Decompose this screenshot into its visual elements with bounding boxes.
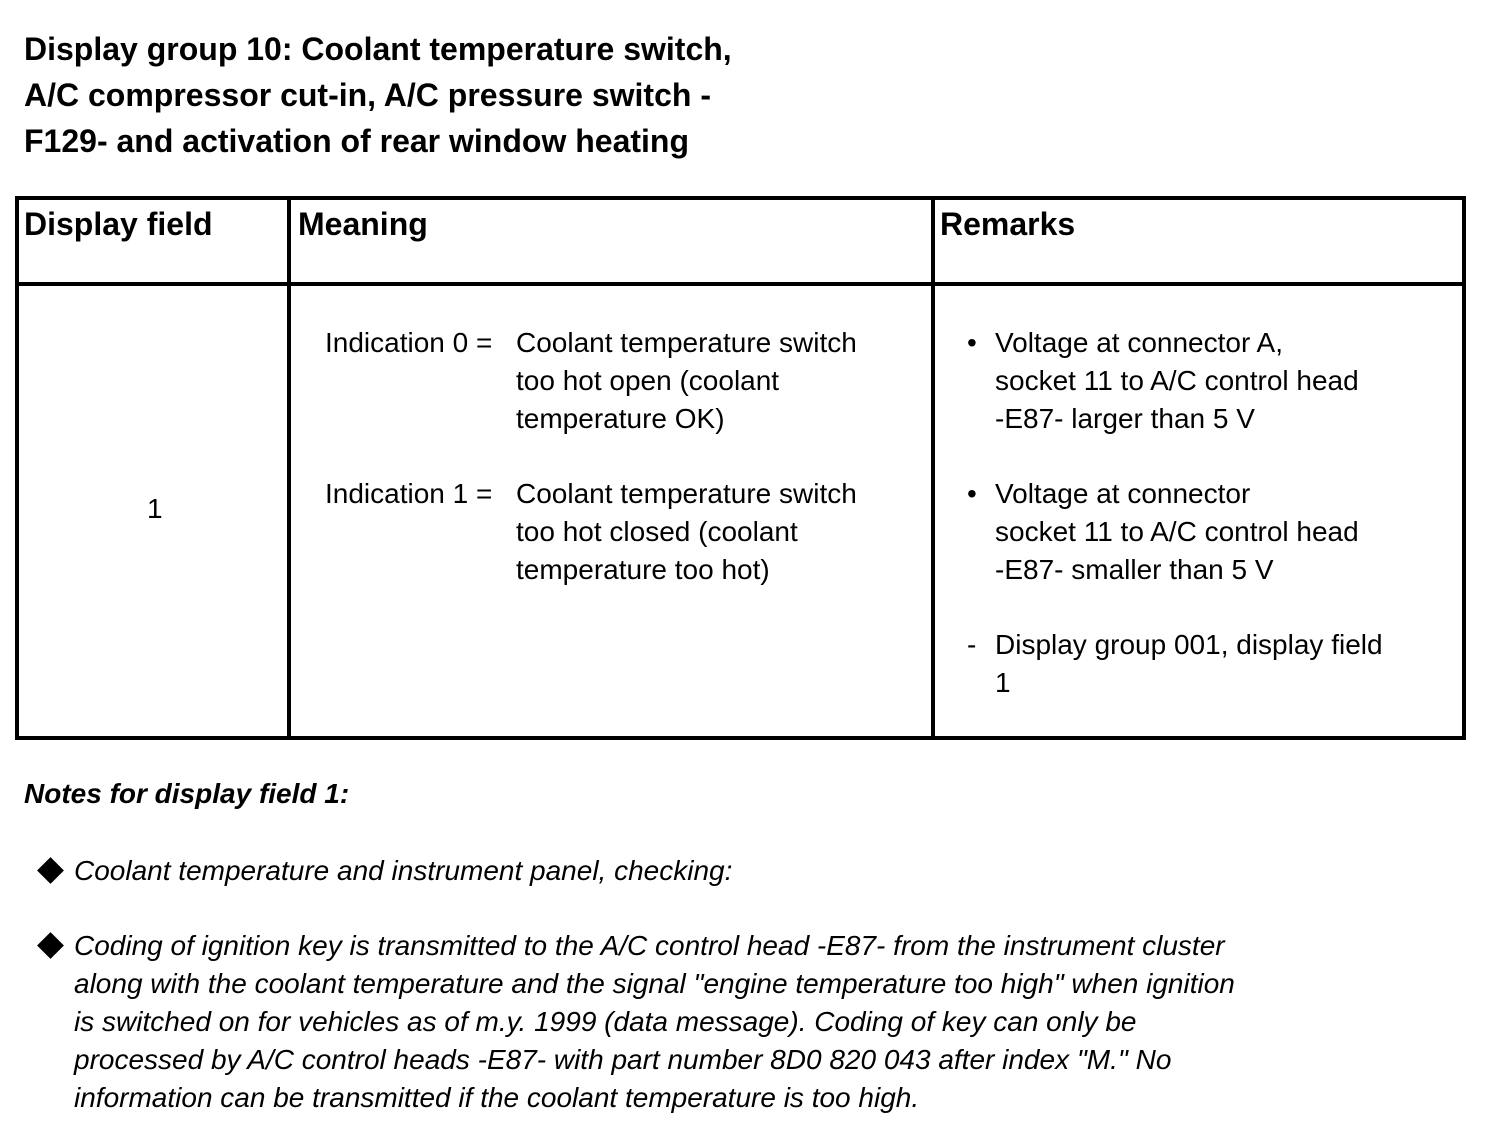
indication-line: too hot open (coolant [516,365,780,396]
remark-line: -E87- smaller than 5 V [995,554,1274,585]
note-line: is switched on for vehicles as of m.y. 1999 (data message). Coding of key can only be [74,1006,1137,1037]
notes-heading: Notes for display field 1: [24,778,350,809]
title-line: F129- and activation of rear window heating [24,123,689,159]
display-field-value: 1 [147,493,163,524]
indication-line: Coolant temperature switch [516,478,857,509]
dash-icon: - [967,629,977,660]
bullet-icon: • [967,478,977,509]
note-line: Coding of ignition key is transmitted to the A/C control head -E87- from the instrument cluster [74,930,1225,961]
title-line: A/C compressor cut-in, A/C pressure switch - [24,77,711,113]
bullet-icon: • [967,327,977,358]
column-divider [931,200,935,736]
page-title [24,26,1024,164]
indication-line: Coolant temperature switch [516,327,857,358]
indication-line: too hot closed (coolant [516,516,798,547]
remark-line: Voltage at connector [995,478,1251,509]
remark-voltage-smaller [967,475,1359,589]
diamond-bullet-icon [36,852,74,890]
note-line: information can be transmitted if the coolant temperature is too high. [74,1082,920,1113]
indication-line: temperature OK) [516,403,725,434]
note-line: processed by A/C control heads -E87- with part number 8D0 820 043 after index "M." No [74,1044,1172,1075]
indication-line: temperature too hot) [516,554,770,585]
column-divider [287,200,291,736]
meaning-indication-1 [325,475,857,589]
header-display-field: Display field [24,206,213,242]
header-remarks: Remarks [940,206,1076,242]
remark-line: socket 11 to A/C control head [995,516,1359,547]
note-line: along with the coolant temperature and the signal "engine temperature too high" when ignition [74,968,1235,999]
note-item [36,927,1235,1117]
remark-line: 1 [995,667,1011,698]
header-divider [19,282,1462,286]
remark-line: socket 11 to A/C control head [995,365,1359,396]
remark-voltage-larger [967,324,1359,438]
note-item [36,852,732,890]
remark-line: -E87- larger than 5 V [995,403,1255,434]
remark-line: Voltage at connector A, [995,327,1283,358]
meaning-indication-0 [325,324,857,438]
header-meaning: Meaning [298,206,428,242]
remark-display-group-ref [967,626,1383,702]
title-line: Display group 10: Coolant temperature switch, [24,31,732,67]
diamond-bullet-icon [36,927,74,965]
note-line: Coolant temperature and instrument panel, checking: [74,855,733,886]
indication-lead: Indication 0 = [325,327,501,358]
indication-lead: Indication 1 = [325,478,501,509]
display-group-table [15,196,1466,740]
remark-line: Display group 001, display field [995,629,1383,660]
